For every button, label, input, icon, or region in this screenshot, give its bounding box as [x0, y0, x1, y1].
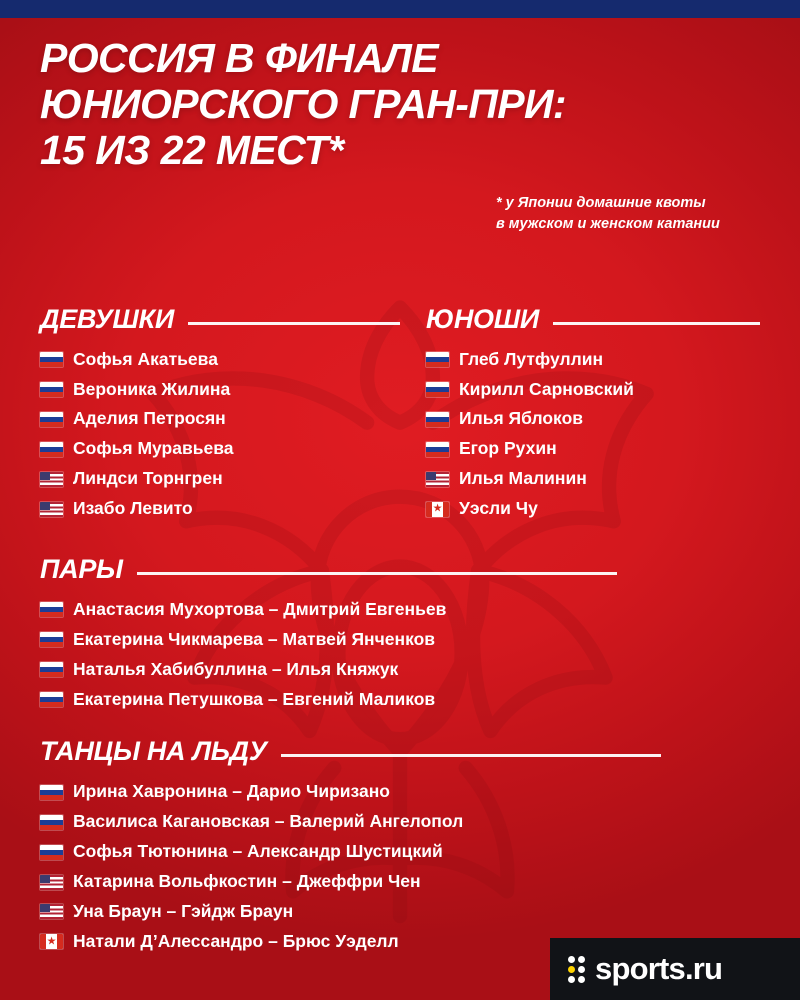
flag-ru-icon: [40, 785, 63, 800]
athlete-name: Изабо Левито: [73, 498, 193, 519]
athlete-name: Софья Акатьева: [73, 348, 218, 369]
section-pairs: [0, 554, 800, 711]
flag-ru-icon: [40, 815, 63, 830]
footnote-line-2: в мужском и женском катании: [496, 216, 720, 233]
flag-us-icon: [40, 875, 63, 890]
flag-ru-icon: [40, 692, 63, 707]
list-item: [40, 781, 760, 803]
list-item: [426, 349, 760, 371]
list-item: [40, 689, 760, 711]
flag-us-icon: [40, 502, 63, 517]
list-item: [426, 408, 760, 430]
athlete-name: Анастасия Мухортова – Дмитрий Евгеньев: [73, 598, 447, 619]
flag-ru-icon: [40, 352, 63, 367]
athlete-name: Софья Муравьева: [73, 438, 234, 459]
section-title-girls: ДЕВУШКИ: [40, 303, 174, 334]
list-ice-dance: [40, 781, 760, 952]
athlete-name: Илья Малинин: [459, 468, 587, 489]
section-title-ice-dance: ТАНЦЫ НА ЛЬДУ: [40, 736, 267, 767]
athlete-name: Уэсли Чу: [459, 498, 538, 519]
list-item: [40, 629, 760, 651]
athlete-name: Натали Д’Алессандро – Брюс Уэделл: [73, 930, 399, 951]
list-item: [426, 438, 760, 460]
section-rule: [553, 322, 760, 325]
list-item: [40, 659, 760, 681]
list-girls: [40, 349, 400, 520]
flag-ru-icon: [426, 412, 449, 427]
section-header-ice-dance: [40, 736, 760, 767]
list-item: [40, 408, 400, 430]
flag-ru-icon: [40, 382, 63, 397]
section-ice-dance: [0, 736, 800, 952]
athlete-name: Уна Браун – Гэйдж Браун: [73, 900, 294, 921]
athlete-name: Катарина Вольфкостин – Джеффри Чен: [73, 871, 421, 892]
athlete-name: Аделия Петросян: [73, 408, 226, 429]
athlete-name: Глеб Лутфуллин: [459, 348, 604, 369]
column-girls: [40, 278, 400, 528]
list-item: [40, 901, 760, 923]
flag-ca-icon: ★: [40, 934, 63, 949]
athlete-name: Екатерина Чикмарева – Матвей Янченков: [73, 628, 436, 649]
flag-ru-icon: [40, 845, 63, 860]
page-title: [0, 0, 800, 174]
flag-ru-icon: [40, 632, 63, 647]
section-rule: [137, 572, 617, 575]
list-item: [40, 468, 400, 490]
list-item: [40, 438, 400, 460]
title-line-2: ЮНИОРСКОГО ГРАН-ПРИ:: [40, 80, 566, 127]
athlete-name: Егор Рухин: [459, 438, 557, 459]
logo-text: sports.ru: [595, 951, 723, 986]
list-item: [426, 379, 760, 401]
list-item: [426, 468, 760, 490]
athlete-name: Линдси Торнгрен: [73, 468, 223, 489]
section-header-girls: [40, 304, 400, 335]
section-rule: [188, 322, 400, 325]
flag-ru-icon: [426, 352, 449, 367]
flag-ru-icon: [426, 382, 449, 397]
athlete-name: Ирина Хавронина – Дарио Чиризано: [73, 781, 390, 802]
section-title-pairs: ПАРЫ: [40, 553, 123, 584]
title-line-1: РОССИЯ В ФИНАЛЕ: [40, 35, 438, 81]
section-girls-boys: [0, 278, 800, 528]
flag-ru-icon: [40, 662, 63, 677]
footnote: [496, 193, 766, 235]
athlete-name: Вероника Жилина: [73, 378, 231, 399]
section-header-pairs: [40, 554, 760, 585]
flag-ca-icon: ★: [426, 502, 449, 517]
list-item: [40, 349, 400, 371]
list-item: [40, 379, 400, 401]
athlete-name: Кирилл Сарновский: [459, 378, 634, 399]
section-rule: [281, 754, 661, 757]
list-item: [40, 841, 760, 863]
flag-us-icon: [40, 472, 63, 487]
list-item: [40, 871, 760, 893]
column-boys: [400, 278, 760, 528]
list-item: [426, 498, 760, 520]
athlete-name: Василиса Кагановская – Валерий Ангелопол: [73, 811, 464, 832]
list-item: [40, 599, 760, 621]
section-header-boys: [426, 304, 760, 335]
logo-dots-icon: [568, 956, 585, 983]
athlete-name: Илья Яблоков: [459, 408, 584, 429]
sports-ru-logo[interactable]: [550, 938, 800, 1000]
athlete-name: Наталья Хабибуллина – Илья Княжук: [73, 658, 399, 679]
footnote-line-1: * у Японии домашние квоты: [496, 195, 706, 211]
flag-us-icon: [426, 472, 449, 487]
athlete-name: Софья Тютюнина – Александр Шустицкий: [73, 841, 443, 862]
title-line-3: 15 ИЗ 22 МЕСТ*: [40, 126, 344, 173]
list-item: [40, 811, 760, 833]
flag-ru-icon: [40, 602, 63, 617]
flag-ru-icon: [40, 442, 63, 457]
flag-ru-icon: [426, 442, 449, 457]
flag-ru-icon: [40, 412, 63, 427]
list-item: [40, 498, 400, 520]
athlete-name: Екатерина Петушкова – Евгений Маликов: [73, 688, 436, 709]
list-pairs: [40, 599, 760, 711]
flag-us-icon: [40, 904, 63, 919]
section-title-boys: ЮНОШИ: [426, 303, 539, 334]
list-boys: [426, 349, 760, 520]
